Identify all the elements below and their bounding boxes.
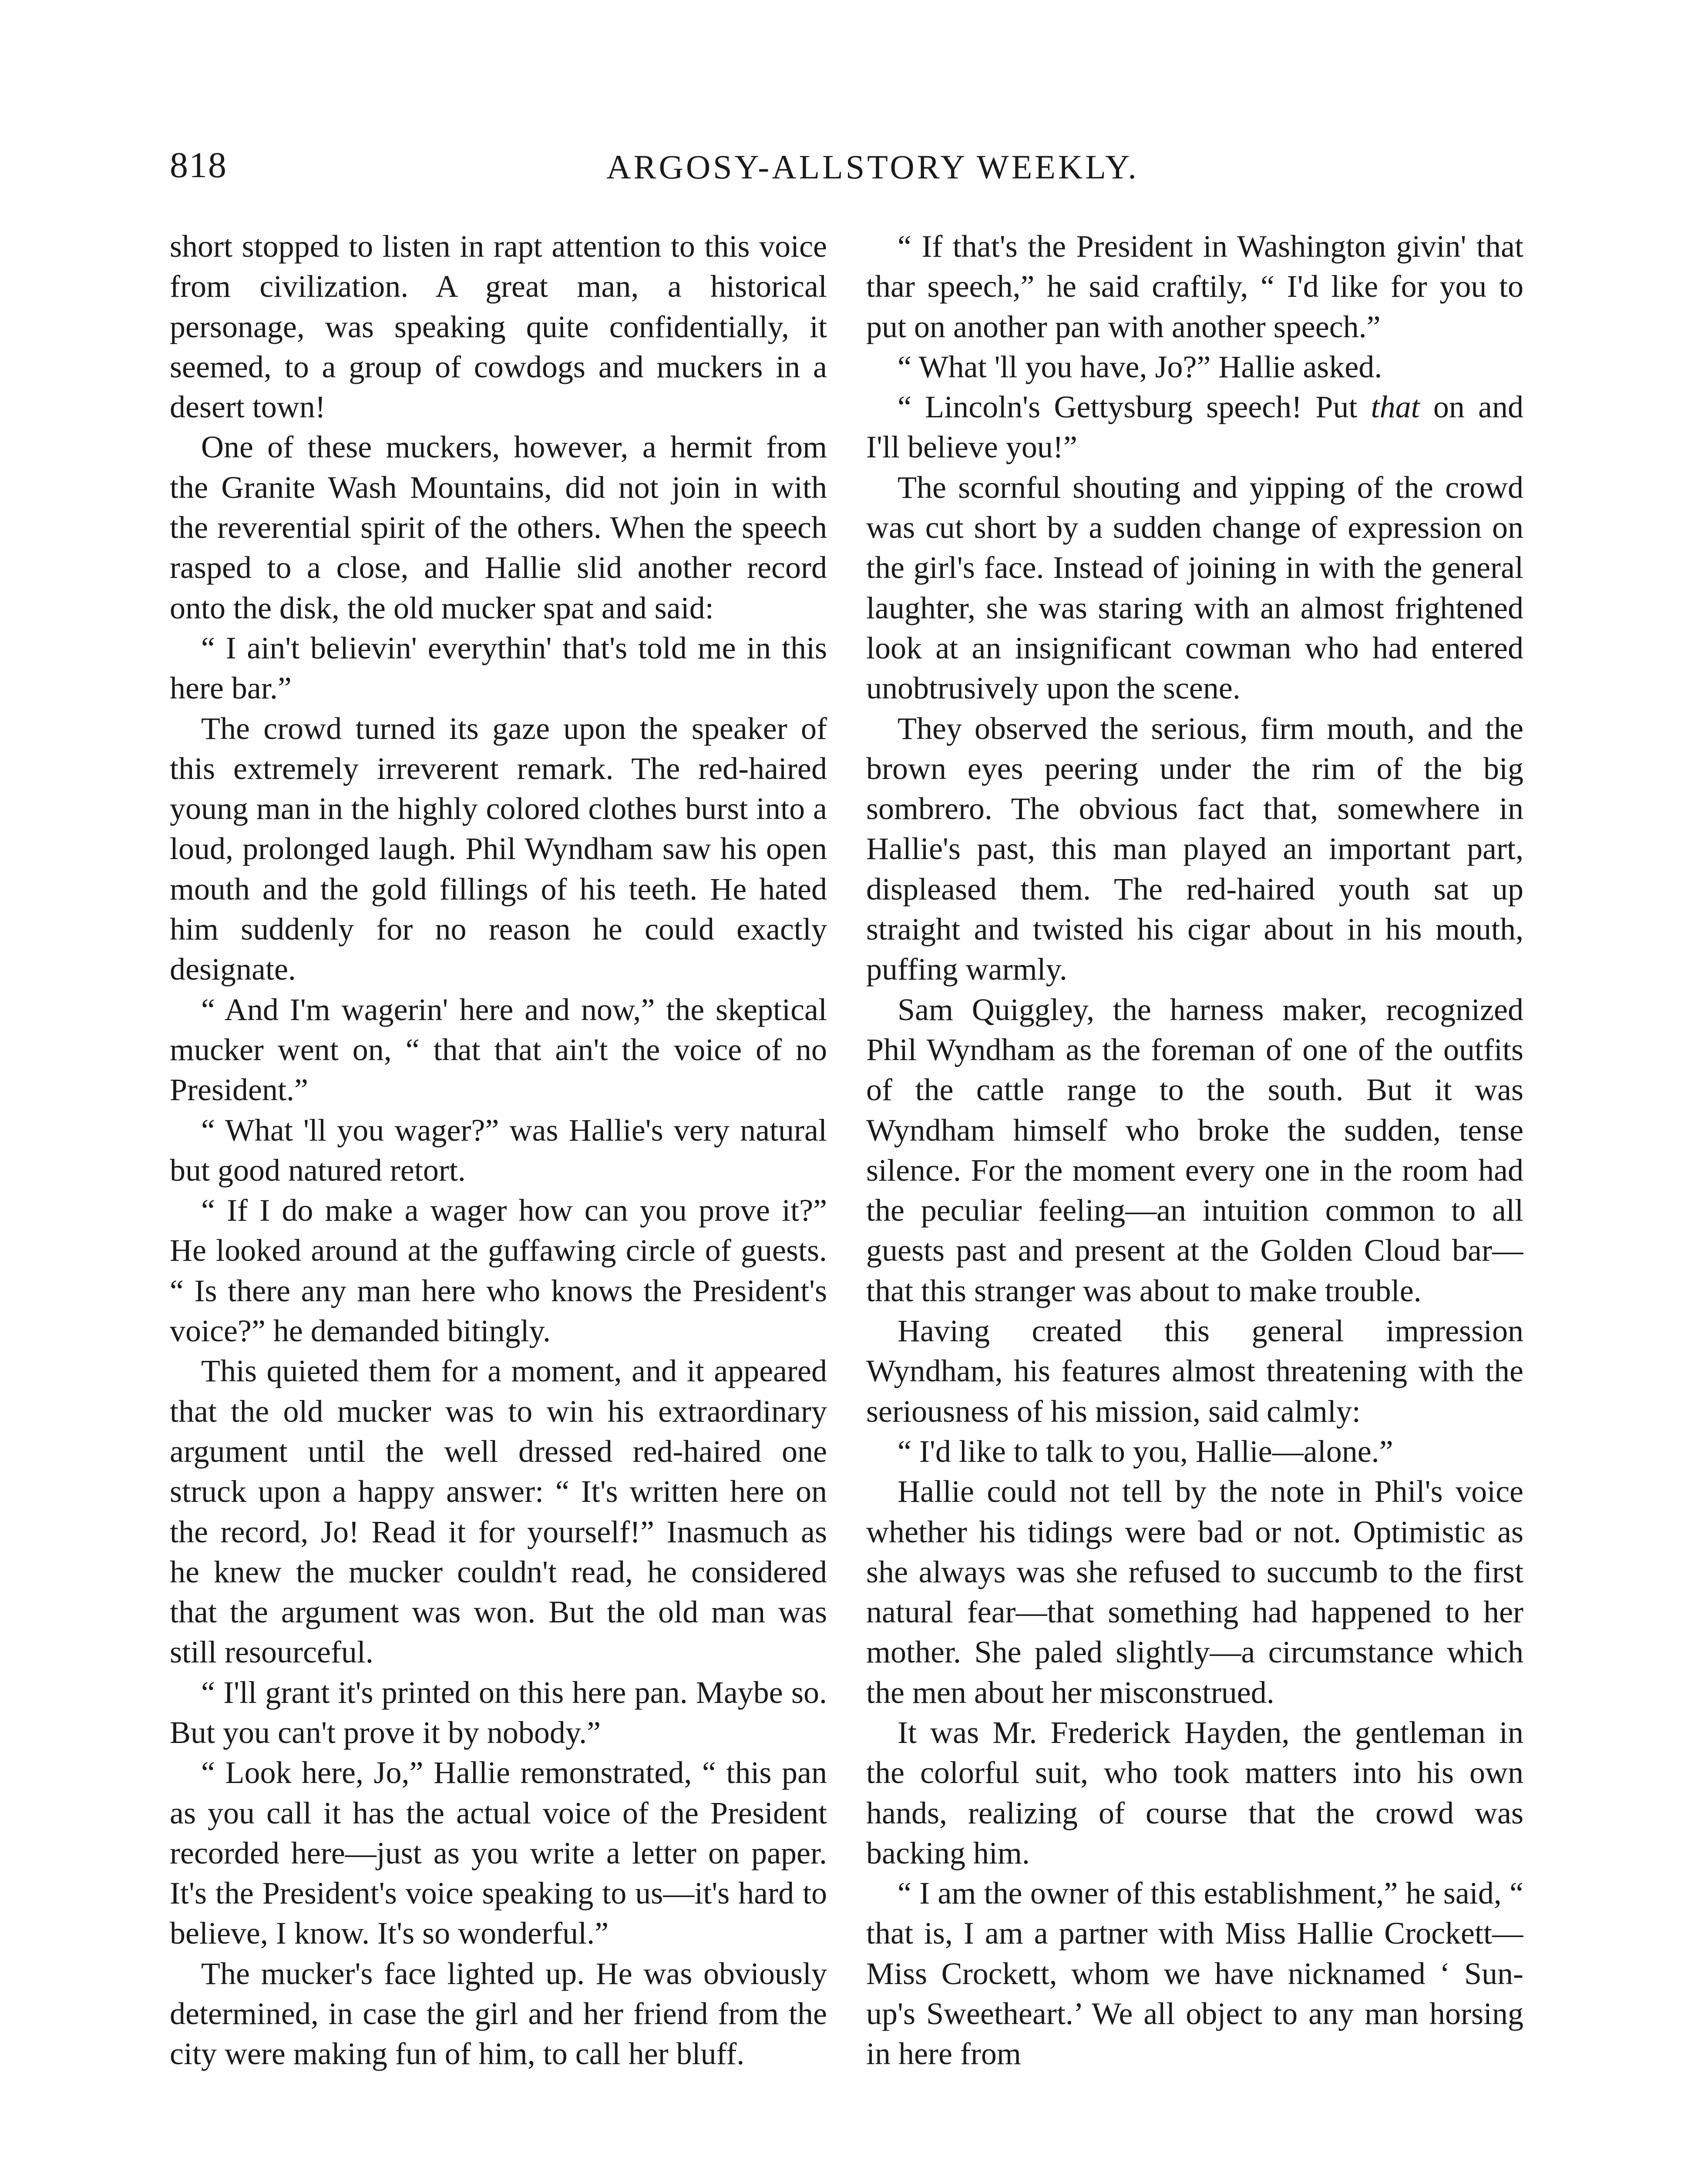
page-number: 818: [170, 145, 227, 185]
paragraph: This quieted them for a moment, and it appeared that the old mucker was to win his extraordinary argument until the well dressed red-haired one struck upon a happy answer: “ It's written here on the record, Jo! Read it for yourself!” Inasmuch as he knew the mucker couldn't read, he considered that the argument was won. But the old man was still resourceful.: [170, 1353, 827, 1670]
paragraph: One of these muckers, however, a hermit from the Granite Wash Mountains, did not join in with the reverential spirit of the others. When the speech rasped to a close, and Hallie slid another record onto the disk, the old mucker spat and said:: [170, 430, 827, 625]
paragraph: [866, 387, 1523, 467]
body-columns: [170, 226, 1523, 2176]
paragraph: “ Look here, Jo,” Hallie remonstrated, “ this pan as you call it has the actual voice of the President recorded here—just as you write a letter on paper. It's the President's voice speaking to us—it's hard to believe, I know. It's so wonderful.”: [170, 1755, 827, 1951]
paragraph: “ I'll grant it's printed on this here pan. Maybe so. But you can't prove it by nobody.”: [170, 1675, 827, 1750]
paragraph: Having created this general impression Wyndham, his features almost threatening with the seriousness of his mission, said calmly:: [866, 1313, 1523, 1429]
paragraph: The mucker's face lighted up. He was obviously determined, in case the girl and her friend from the city were making fun of him, to call her bluff.: [170, 1956, 827, 2072]
paragraph: “ What 'll you wager?” was Hallie's very natural but good natured retort.: [170, 1112, 827, 1188]
paragraph: “ I am the owner of this establishment,” he said, “ that is, I am a partner with Miss Hallie Crockett—Miss Crockett, whom we have nicknamed ‘ Sun-up's Sweetheart.’ We all object to any man horsing in here from: [866, 1876, 1523, 2072]
paragraph: “ I'd like to talk to you, Hallie—alone.”: [898, 1434, 1393, 1469]
paragraph: Hallie could not tell by the note in Phil's voice whether his tidings were bad or not. Optimistic as she always was she refused to succumb to the first natural fear—that something had happened to her mother. She paled slightly—a circumstance which the men about her misconstrued.: [866, 1474, 1523, 1710]
paragraph: “ If I do make a wager how can you prove it?” He looked around at the guffawing circle of guests. “ Is there any man here who knows the President's voice?” he demanded bitingly.: [170, 1193, 827, 1349]
paragraph: It was Mr. Frederick Hayden, the gentleman in the colorful suit, who took matters into his own hands, realizing of course that the crowd was backing him.: [866, 1715, 1523, 1870]
text-run: on and I'll believe you!”: [866, 390, 1523, 465]
paragraph: The crowd turned its gaze upon the speaker of this extremely irreverent remark. The red-haired young man in the highly colored clothes burst into a loud, prolonged laugh. Phil Wyndham saw his open mouth and the gold fillings of his teeth. He hated him suddenly for no reason he could exactly designate.: [170, 711, 827, 987]
paragraph: “ What 'll you have, Jo?” Hallie asked.: [898, 349, 1382, 384]
running-title: ARGOSY-ALLSTORY WEEKLY.: [606, 148, 1139, 186]
paragraph: short stopped to listen in rapt attention to this voice from civilization. A great man, a historical personage, was speaking quite confidentially, it seemed, to a group of cowdogs and muckers in a desert town!: [170, 229, 827, 425]
paragraph: The scornful shouting and yipping of the crowd was cut short by a sudden change of expression on the girl's face. Instead of joining in with the general laughter, she was staring with an almost frightened look at an insignificant cowman who had entered unobtrusively upon the scene.: [866, 470, 1523, 706]
text-run: “ Lincoln's Gettysburg speech! Put: [898, 390, 1371, 425]
paragraph: “ And I'm wagerin' here and now,” the skeptical mucker went on, “ that that ain't the voice of no President.”: [170, 992, 827, 1108]
paragraph: “ I ain't believin' everythin' that's told me in this here bar.”: [170, 630, 827, 706]
paragraph: “ If that's the President in Washington givin' that thar speech,” he said craftily, “ I'd like for you to put on another pan with another speech.”: [866, 229, 1523, 344]
paragraph: Sam Quiggley, the harness maker, recognized Phil Wyndham as the foreman of one of the outfits of the cattle range to the south. But it was Wyndham himself who broke the sudden, tense silence. For the moment every one in the room had the peculiar feeling—an intuition common to all guests past and present at the Golden Cloud bar—that this stranger was about to make trouble.: [866, 992, 1523, 1308]
paragraph: They observed the serious, firm mouth, and the brown eyes peering under the rim of the big sombrero. The obvious fact that, somewhere in Hallie's past, this man played an important part, displeased them. The red-haired youth sat up straight and twisted his cigar about in his mouth, puffing warmly.: [866, 711, 1523, 987]
left-column: [170, 226, 827, 2176]
page-header: [170, 144, 1523, 200]
right-column: [866, 226, 1523, 2176]
italic-word: that: [1371, 390, 1420, 425]
